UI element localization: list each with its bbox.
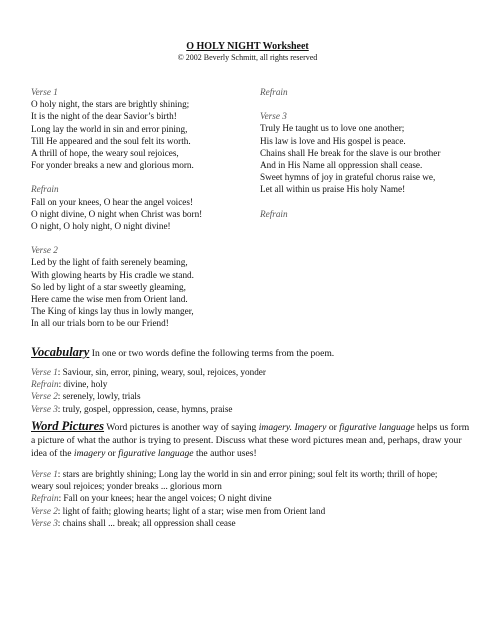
vocabulary-instruction: In one or two words define the following terms from the poem. <box>91 348 335 359</box>
wp-text-4: the author uses! <box>195 448 257 459</box>
wp-figurative: figurative language <box>339 422 415 433</box>
worksheet-title: O HOLY NIGHT Worksheet <box>186 41 309 52</box>
list-item-text: : light of faith; glowing hearts; light of a star; wise men from Orient land <box>57 505 326 516</box>
list-item-label: Refrain <box>31 493 59 504</box>
word-pictures-list <box>31 468 438 529</box>
poem-stanza <box>31 86 202 171</box>
list-item-label: Refrain <box>31 379 59 390</box>
poem-line: Let all within us praise His holy Name! <box>260 184 406 195</box>
wp-imagery-2: Imagery <box>294 422 327 433</box>
poem-line: O holy night, the stars are brightly shining; <box>31 99 190 110</box>
list-item-text: : stars are brightly shining; Long lay the world in sin and error pining; soul felt its worth; thrill of hope; <box>57 469 438 479</box>
list-item-label: Verse 2 <box>31 505 58 516</box>
poem-line: Led by the light of faith serenely beaming, <box>31 257 188 268</box>
poem-line: O night divine, O night when Christ was born! <box>31 208 203 219</box>
poem-line: Sweet hymns of joy in grateful chorus raise we, <box>260 172 436 183</box>
stanza-label: Refrain <box>260 87 288 97</box>
poem-line: Truly He taught us to love one another; <box>260 123 405 134</box>
wp-imagery-3: imagery <box>73 448 106 459</box>
list-item-label: Verse 3 <box>31 517 58 528</box>
poem-stanza <box>31 183 202 232</box>
stanza-label: Verse 3 <box>260 111 287 122</box>
list-item <box>31 492 438 504</box>
poem-line: In all our trials born to be our Friend! <box>31 318 169 329</box>
poem-line: And in His Name all oppression shall cease. <box>260 160 423 171</box>
poem-line: Here came the wise men from Orient land. <box>31 294 188 305</box>
list-item-label: Verse 2 <box>31 391 58 402</box>
poem-right-column <box>260 86 440 232</box>
list-item-text: : Fall on your knees; hear the angel voices; O night divine <box>58 493 272 504</box>
stanza-label: Verse 2 <box>31 245 58 256</box>
list-item-text: : divine, holy <box>58 379 108 390</box>
poem-line: Fall on your knees, O hear the angel voices! <box>31 196 194 207</box>
list-item <box>31 366 266 378</box>
poem-line: With glowing hearts by His cradle we stand. <box>31 269 194 280</box>
poem-line: It is the night of the dear Savior’s birth! <box>31 111 177 122</box>
list-item <box>31 505 438 517</box>
poem-line: For yonder breaks a new and glorious morn. <box>31 160 194 171</box>
poem-line: The King of kings lay thus in lowly manger, <box>31 306 194 317</box>
list-item-label: Verse 3 <box>31 403 58 414</box>
wp-text-3: helps us form a picture of what the author is trying to present. Discuss what these word pictures mean and, perhaps, draw your idea of the <box>31 422 470 459</box>
wp-imagery: imagery. <box>258 422 293 433</box>
list-item-text: : serenely, lowly, trials <box>57 391 141 402</box>
poem-stanza <box>260 110 440 195</box>
poem-line: Till He appeared and the soul felt its worth. <box>31 135 191 146</box>
list-item <box>31 403 266 415</box>
poem-line: A thrill of hope, the weary soul rejoices, <box>31 148 179 159</box>
word-pictures-heading: Word Pictures <box>31 419 105 433</box>
list-item <box>31 480 438 492</box>
poem-stanza <box>260 86 440 98</box>
list-item-label: Verse 1 <box>31 469 58 479</box>
poem-line: Chains shall He break for the slave is our brother <box>260 147 441 158</box>
list-item <box>31 468 438 480</box>
list-item <box>31 517 438 529</box>
poem-stanza <box>260 208 440 220</box>
poem-stanza <box>31 244 202 329</box>
poem-left-column <box>31 86 202 342</box>
list-item-text: : chains shall ... break; all oppression shall cease <box>57 517 236 528</box>
poem-line: Long lay the world in sin and error pining, <box>31 123 188 134</box>
wp-text-1: Word pictures is another way of saying <box>106 422 257 433</box>
list-item-text: : Saviour, sin, error, pining, weary, soul, rejoices, yonder <box>57 367 266 377</box>
stanza-label: Refrain <box>31 184 59 195</box>
poem-line: O night, O holy night, O night divine! <box>31 221 171 232</box>
list-item <box>31 378 266 390</box>
poem-line: So led by light of a star sweetly gleaming, <box>31 281 186 292</box>
list-item-text: : truly, gospel, oppression, cease, hymns, praise <box>57 403 233 414</box>
list-item-label: Verse 1 <box>31 367 58 377</box>
list-item <box>31 390 266 402</box>
vocabulary-header <box>31 346 334 360</box>
word-pictures-intro <box>31 420 471 460</box>
stanza-label: Verse 1 <box>31 87 58 97</box>
wp-or-2: or <box>107 448 116 459</box>
wp-or: or <box>328 422 337 433</box>
vocabulary-list <box>31 366 266 415</box>
stanza-label: Refrain <box>260 208 288 219</box>
wp-figurative-2: figurative language <box>118 448 194 459</box>
copyright-notice: © 2002 Beverly Schmitt, all rights reserved <box>177 53 318 62</box>
poem-line: His law is love and His gospel is peace. <box>260 135 406 146</box>
vocabulary-heading: Vocabulary <box>31 345 90 359</box>
list-item-text: weary soul rejoices; yonder breaks ... glorious morn <box>31 481 222 492</box>
